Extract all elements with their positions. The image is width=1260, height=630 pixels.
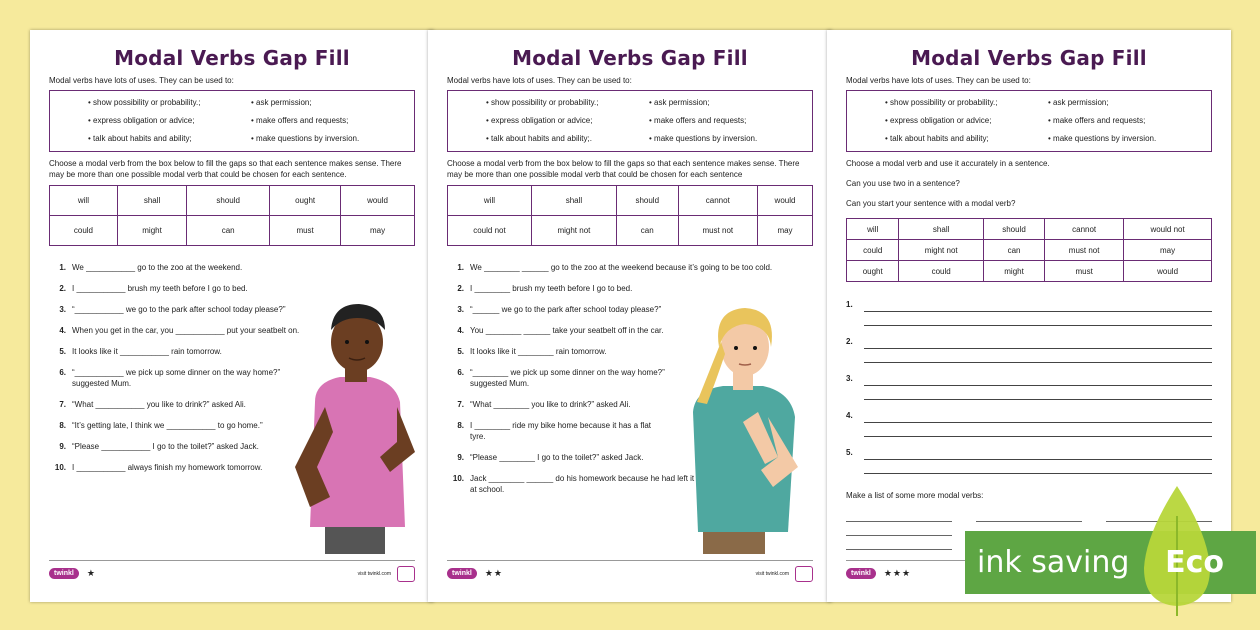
question-text: I ___________ always finish my homework tomorrow. [72, 463, 263, 472]
question-number: 3. [457, 305, 464, 314]
writing-lines [846, 298, 1212, 483]
use-item: • talk about habits and ability;. [486, 134, 592, 143]
use-item: • make offers and requests; [1048, 116, 1146, 125]
use-item: • ask permission; [1048, 98, 1109, 107]
answer-lines[interactable] [864, 446, 1212, 483]
twinkl-logo: twinkl [49, 568, 79, 579]
question-number: 1. [457, 263, 464, 272]
question-number: 4. [457, 326, 464, 335]
verb-cell: will [50, 186, 118, 216]
question-text: “What ___________ you like to drink?” asked Ali. [72, 400, 246, 409]
line-number: 4. [846, 411, 853, 420]
verb-cell: would [341, 186, 415, 216]
use-item: • make offers and requests; [649, 116, 747, 125]
verb-cell: shall [117, 186, 186, 216]
question-text: “It’s getting late, I think we ___________ to go home.” [72, 421, 263, 430]
verb-cell: can [187, 216, 270, 246]
verb-row [847, 219, 1212, 240]
question-text: It looks like it ________ rain tomorrow. [470, 347, 607, 356]
verb-cell: ought [847, 261, 899, 282]
worksheet-title: Modal Verbs Gap Fill [114, 46, 350, 70]
verb-cell: could [50, 216, 118, 246]
verb-row [448, 216, 813, 246]
verb-cell: might not [531, 216, 616, 246]
worksheet-title: Modal Verbs Gap Fill [911, 46, 1147, 70]
intro-text: Modal verbs have lots of uses. They can be used to: [49, 76, 234, 85]
visit-link: visit twinkl.com [755, 570, 789, 577]
question-number: 5. [59, 347, 66, 356]
verb-table [49, 185, 415, 246]
quality-badge-icon [397, 566, 415, 582]
verb-cell: may [341, 216, 415, 246]
question-text: “________ we pick up some dinner on the way home?” suggested Mum. [470, 368, 665, 388]
difficulty-stars: ★ [86, 568, 96, 578]
use-item: • make questions by inversion. [1048, 134, 1157, 143]
question-number: 3. [59, 305, 66, 314]
question-text: We ________ ______ go to the zoo at the weekend because it’s going to be too cold. [470, 263, 773, 272]
verb-cell: may [758, 216, 813, 246]
task-3: Can you start your sentence with a modal verb? [846, 199, 1016, 208]
uses-box [846, 90, 1212, 152]
intro-text: Modal verbs have lots of uses. They can be used to: [846, 76, 1031, 85]
question-text: It looks like it ___________ rain tomorrow. [72, 347, 222, 356]
use-item: • show possibility or probability.; [885, 98, 998, 107]
verb-cell: could not [448, 216, 532, 246]
question-text: “Please ________ I go to the toilet?” asked Jack. [470, 453, 644, 462]
question-text: I ___________ brush my teeth before I go to bed. [72, 284, 248, 293]
question-item [447, 262, 813, 273]
question-number: 8. [457, 421, 464, 430]
writing-line-item [846, 446, 1212, 483]
question-number: 2. [59, 284, 66, 293]
verb-cell: shall [899, 219, 984, 240]
verb-row [448, 186, 813, 216]
use-item: • express obligation or advice; [88, 116, 195, 125]
question-text: When you get in the car, you ___________ put your seatbelt on. [72, 326, 300, 335]
use-item: • show possibility or probability.; [486, 98, 599, 107]
ink-saving-label: ink saving [977, 545, 1130, 580]
line-number: 1. [846, 300, 853, 309]
uses-box [49, 90, 415, 152]
verb-row [847, 261, 1212, 282]
verb-cell: ought [270, 186, 341, 216]
use-item: • express obligation or advice; [486, 116, 593, 125]
worksheet-2 [428, 30, 832, 602]
verb-row [50, 216, 415, 246]
writing-line-item [846, 335, 1212, 372]
task-1: Choose a modal verb and use it accurately in a sentence. [846, 159, 1050, 168]
quality-badge-icon [795, 566, 813, 582]
question-text: “___________ we pick up some dinner on the way home?” suggested Mum. [72, 368, 281, 388]
question-text: “What ________ you like to drink?” asked Ali. [470, 400, 631, 409]
question-text: “Please ___________ I go to the toilet?” asked Jack. [72, 442, 259, 451]
use-item: • make offers and requests; [251, 116, 349, 125]
answer-lines[interactable] [864, 298, 1212, 335]
writing-line-item [846, 409, 1212, 446]
use-item: • make questions by inversion. [251, 134, 360, 143]
question-number: 2. [457, 284, 464, 293]
verb-cell: would not [1124, 219, 1212, 240]
verb-cell: can [983, 240, 1044, 261]
question-number: 8. [59, 421, 66, 430]
verb-table [846, 218, 1212, 282]
verb-cell: will [847, 219, 899, 240]
visit-link: visit twinkl.com [357, 570, 391, 577]
question-number: 10. [54, 463, 66, 472]
verb-cell: cannot [678, 186, 757, 216]
instructions: Choose a modal verb from the box below to fill the gaps so that each sentence makes sense. There may be more than one possible modal verb that could be chosen for each sentence. [49, 159, 402, 179]
more-verbs-prompt: Make a list of some more modal verbs: [846, 491, 984, 500]
twinkl-logo: twinkl [846, 568, 876, 579]
verb-cell: may [1124, 240, 1212, 261]
difficulty-stars: ★★★ [883, 568, 912, 578]
use-item: • make questions by inversion. [649, 134, 758, 143]
instructions: Choose a modal verb from the box below to fill the gaps so that each sentence makes sense. There may be more than one possible modal verb that could be chosen for each sentence [447, 159, 800, 179]
question-text: I ________ ride my bike home because it has a flat tyre. [470, 421, 651, 441]
question-text: Jack ________ ______ do his homework because he had left it at school. [470, 474, 695, 494]
question-number: 4. [59, 326, 66, 335]
verb-cell: might [983, 261, 1044, 282]
use-item: • talk about habits and ability; [885, 134, 989, 143]
verb-table [447, 185, 813, 246]
answer-lines[interactable] [864, 409, 1212, 446]
boy-illustration [285, 292, 425, 554]
question-number: 9. [457, 453, 464, 462]
verb-cell: must [1045, 261, 1124, 282]
question-number: 6. [457, 368, 464, 377]
verb-cell: should [187, 186, 270, 216]
question-number: 1. [59, 263, 66, 272]
line-number: 2. [846, 337, 853, 346]
line-number: 3. [846, 374, 853, 383]
verb-cell: must not [1045, 240, 1124, 261]
verb-cell: must [270, 216, 341, 246]
use-item: • ask permission; [649, 98, 710, 107]
footer [49, 560, 415, 582]
question-number: 9. [59, 442, 66, 451]
eco-label: Eco [1165, 545, 1224, 580]
verb-cell: might [117, 216, 186, 246]
intro-text: Modal verbs have lots of uses. They can be used to: [447, 76, 632, 85]
verb-cell: would [758, 186, 813, 216]
footer [447, 560, 813, 582]
use-item: • talk about habits and ability; [88, 134, 192, 143]
question-number: 6. [59, 368, 66, 377]
use-item: • ask permission; [251, 98, 312, 107]
twinkl-logo: twinkl [447, 568, 477, 579]
use-item: • show possibility or probability.; [88, 98, 201, 107]
use-item: • express obligation or advice; [885, 116, 992, 125]
verb-cell: could [847, 240, 899, 261]
verb-cell: will [448, 186, 532, 216]
line-number: 5. [846, 448, 853, 457]
answer-lines[interactable] [864, 372, 1212, 409]
worksheet-1 [30, 30, 434, 602]
question-number: 7. [457, 400, 464, 409]
verb-cell: should [616, 186, 678, 216]
question-text: We ___________ go to the zoo at the weekend. [72, 263, 243, 272]
verb-cell: should [983, 219, 1044, 240]
writing-line-item [846, 372, 1212, 409]
verb-row [50, 186, 415, 216]
verb-row [847, 240, 1212, 261]
question-text: “___________ we go to the park after school today please?” [72, 305, 286, 314]
question-item [49, 262, 415, 273]
verb-cell: would [1124, 261, 1212, 282]
question-number: 5. [457, 347, 464, 356]
verb-cell: shall [531, 186, 616, 216]
question-text: “______ we go to the park after school today please?” [470, 305, 662, 314]
question-text: I ________ brush my teeth before I go to bed. [470, 284, 633, 293]
girl-illustration [673, 292, 813, 554]
writing-line-item [846, 298, 1212, 335]
verb-cell: might not [899, 240, 984, 261]
question-text: You ________ ______ take your seatbelt off in the car. [470, 326, 664, 335]
task-2: Can you use two in a sentence? [846, 179, 960, 188]
worksheet-title: Modal Verbs Gap Fill [512, 46, 748, 70]
verb-cell: could [899, 261, 984, 282]
difficulty-stars: ★★ [484, 568, 503, 578]
question-number: 10. [452, 474, 464, 483]
answer-lines[interactable] [864, 335, 1212, 372]
verb-cell: must not [678, 216, 757, 246]
uses-box [447, 90, 813, 152]
verb-cell: cannot [1045, 219, 1124, 240]
verb-cell: can [616, 216, 678, 246]
question-number: 7. [59, 400, 66, 409]
